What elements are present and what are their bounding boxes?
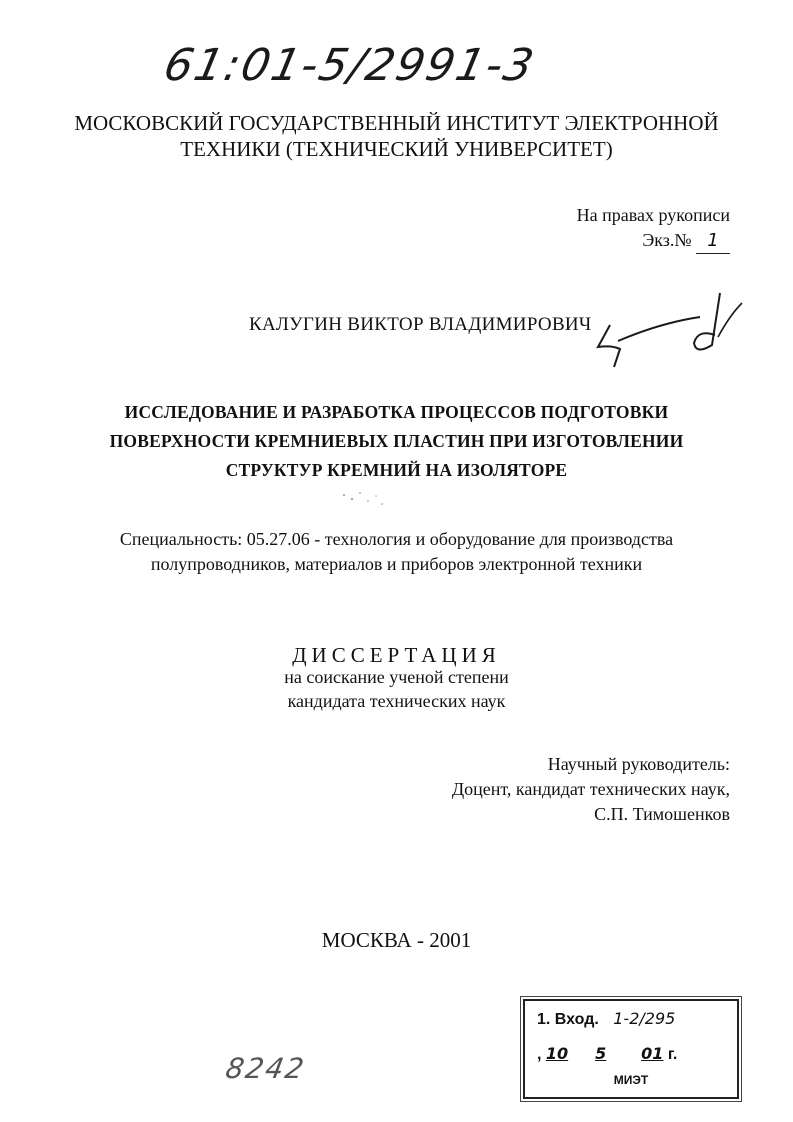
institute-name xyxy=(0,110,793,162)
title-line-2: ПОВЕРХНОСТИ КРЕМНИЕВЫХ ПЛАСТИН ПРИ ИЗГОТОВЛЕНИИ xyxy=(109,431,684,451)
specialty xyxy=(0,527,793,577)
author-signature xyxy=(590,285,760,375)
stamp-entry-number: 1-2/295 xyxy=(613,1009,676,1028)
copy-number-value: 1 xyxy=(696,228,730,254)
title-line-1: ИССЛЕДОВАНИЕ И РАЗРАБОТКА ПРОЦЕССОВ ПОДГОТОВКИ xyxy=(124,402,669,422)
copy-number-line xyxy=(577,228,730,254)
stamp-date-prefix: , xyxy=(537,1046,542,1063)
archive-code-handwritten: 61:01-5/2991-3 xyxy=(159,40,540,91)
degree-sought xyxy=(0,665,793,713)
institute-line-2: ТЕХНИКИ (ТЕХНИЧЕСКИЙ УНИВЕРСИТЕТ) xyxy=(180,137,613,161)
stamp-date-day: 10 xyxy=(545,1044,569,1063)
city-year: МОСКВА - 2001 xyxy=(321,928,472,952)
stamp-date-month: 5 xyxy=(595,1044,607,1063)
dissertation-title xyxy=(0,398,793,485)
stamp-date-year: 01 xyxy=(641,1044,664,1063)
title-line-3: СТРУКТУР КРЕМНИЙ НА ИЗОЛЯТОРЕ xyxy=(225,460,568,480)
advisor-name: С.П. Тимошенков xyxy=(594,804,730,824)
advisor-position: Доцент, кандидат технических наук, xyxy=(451,779,730,799)
document-type: ДИССЕРТАЦИЯ xyxy=(292,643,501,667)
scientific-advisor xyxy=(452,752,730,827)
specialty-line-1: Специальность: 05.27.06 - технология и оборудование для производства xyxy=(119,529,674,549)
advisor-label: Научный руководитель: xyxy=(547,754,730,774)
copy-number-label: Экз.№ xyxy=(642,230,692,250)
manuscript-rights-block xyxy=(577,203,730,254)
manuscript-rights-label: На правах рукописи xyxy=(576,205,730,225)
registration-stamp xyxy=(523,999,739,1099)
institute-line-1: МОСКОВСКИЙ ГОСУДАРСТВЕННЫЙ ИНСТИТУТ ЭЛЕКТРОННОЙ xyxy=(74,111,719,135)
stamp-year-suffix: г. xyxy=(667,1046,678,1063)
inventory-mark-handwritten: 8242 xyxy=(223,1052,309,1085)
scan-smudge xyxy=(338,487,388,509)
stamp-date xyxy=(537,1044,677,1064)
specialty-line-2: полупроводников, материалов и приборов электронной техники xyxy=(150,554,643,574)
degree-line-1: на соискание ученой степени xyxy=(284,667,509,687)
stamp-organization: МИЭТ xyxy=(613,1073,649,1087)
degree-line-2: кандидата технических наук xyxy=(287,691,506,711)
stamp-entry xyxy=(537,1009,675,1029)
author-name: КАЛУГИН ВИКТОР ВЛАДИМИРОВИЧ xyxy=(249,314,592,335)
stamp-entry-label: 1. Вход. xyxy=(537,1011,599,1028)
